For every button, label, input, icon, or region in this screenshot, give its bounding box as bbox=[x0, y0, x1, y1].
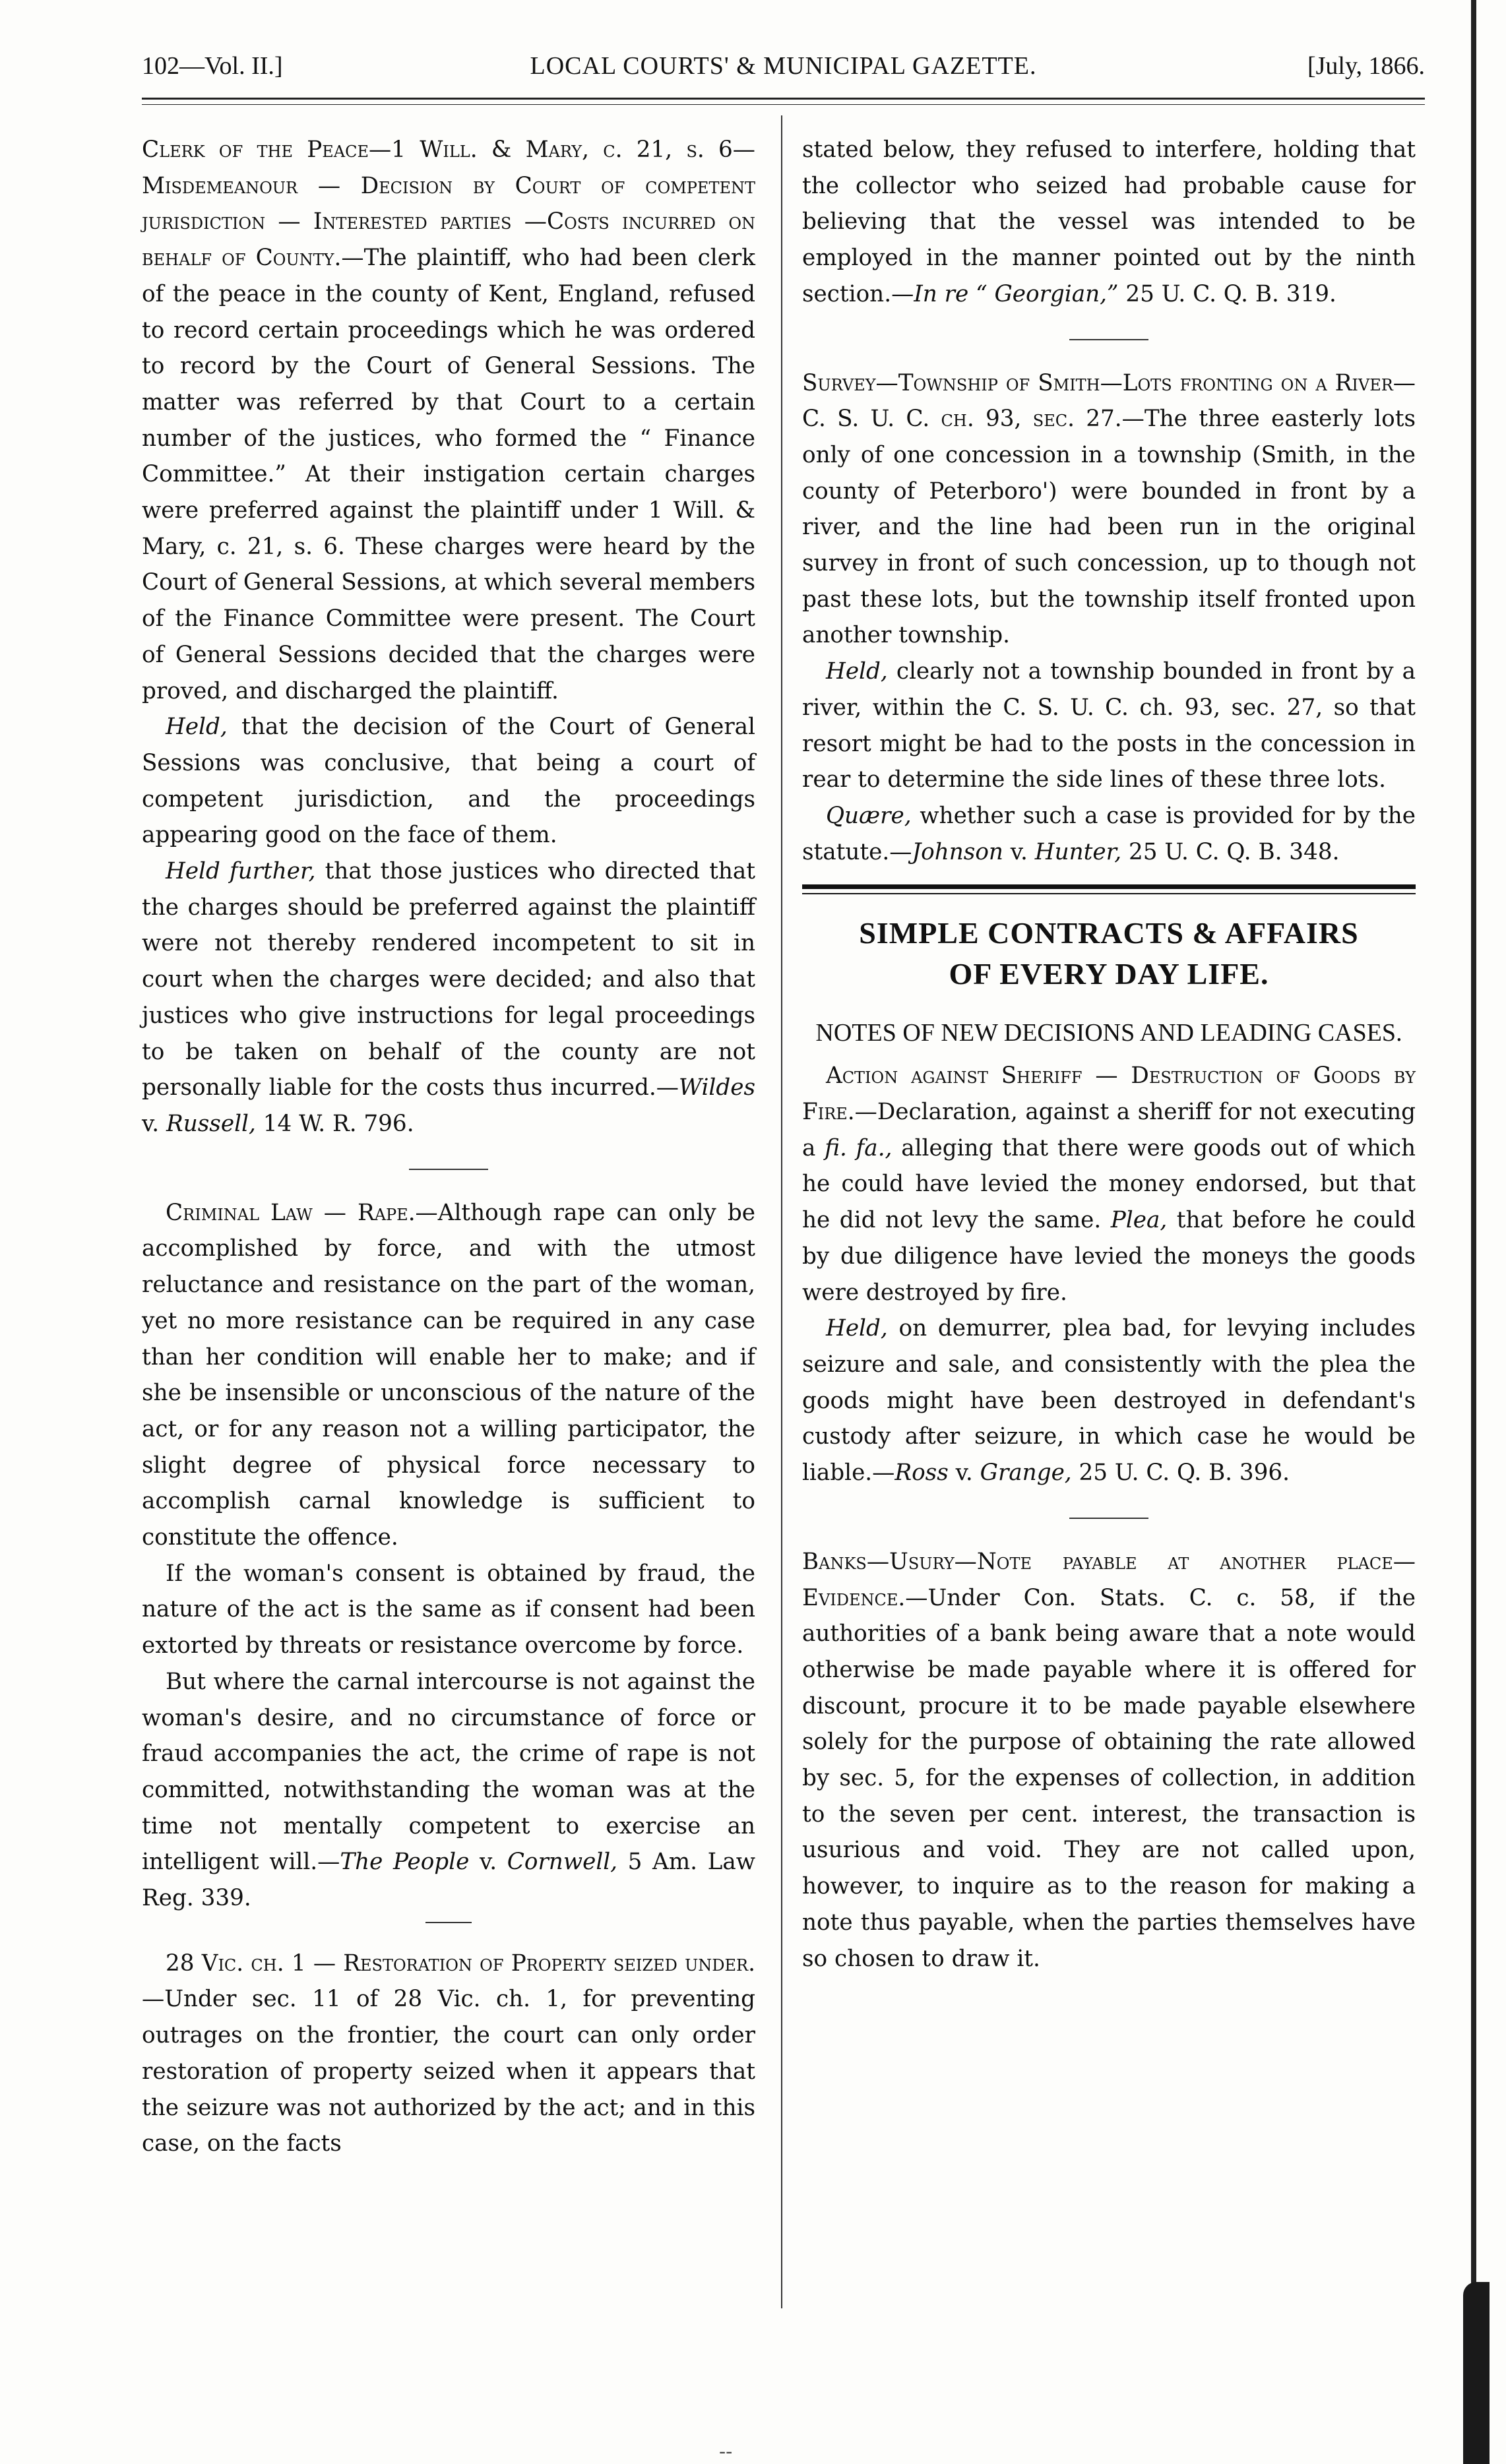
issue-date: [July, 1866. bbox=[1307, 52, 1425, 80]
case-body: Although rape can only be accomplished by force, and with the utmost reluctance and resistance on the part of the woman, yet no more resistance can be required in any case than her condition will enable her to make; and if she be insensible or unconscious of the nature of the act, or for any reason not a willing participator, the slight degree of physical force necessary to accomplish carnal knowledge is sufficient to constitute the offence. bbox=[142, 1199, 755, 1551]
case-body: The plaintiff, who had been clerk of the peace in the county of Kent, England, refused to record certain proceedings which he was ordered to record by the Court of General Sessions. The matter was referred by that Court to a certain number of the justices, who formed the “ Finance Committee.” At their instigation certain charges were preferred against the plaintiff under 1 Will. & Mary, c. 21, s. 6. These charges were heard by the Court of General Sessions, at which several members of the Finance Committee were present. The Court of General Sessions decided that the charges were proved, and discharged the plaintiff. bbox=[142, 245, 755, 704]
case-banks-usury bbox=[802, 1544, 1416, 1977]
citation-v: v. bbox=[469, 1849, 507, 1876]
held-label: Held, bbox=[166, 714, 228, 741]
citation-v: v. bbox=[948, 1460, 980, 1487]
case-restoration-property bbox=[142, 1946, 755, 2162]
held-further-text: that those justices who directed that the charges should be preferred against the plaintiff were not thereby rendered incompetent to sit in court when the charges were decided; and also that justices who give instructions for legal proceedings to be taken on behalf of the county are not personally liable for the costs thus incurred.— bbox=[142, 858, 756, 1101]
header-rule bbox=[142, 98, 1425, 100]
case-survey-township bbox=[802, 365, 1416, 654]
case-separator bbox=[409, 1169, 488, 1170]
held-further-label: Held further, bbox=[166, 858, 316, 885]
citation-party-b: Russell, bbox=[166, 1110, 256, 1137]
case-continuation bbox=[802, 132, 1416, 313]
case-body: The three easterly lots only of one concession in a township (Smith, in the county of Peterboro') were bounded in front by a river, and the line had been run in the original survey in front of such concession, up to though not past these lots, but the township itself fronted upon another township. bbox=[802, 406, 1416, 649]
case-clerk-of-peace bbox=[142, 132, 755, 709]
citation-party-a: The People bbox=[340, 1849, 470, 1876]
case-heading: Clerk of the Peace—1 Will. & Mary, c. 21, s. 6—Misdemeanour — Decision by Court of competent jurisdiction — Interested parties —Costs incurred on behalf of County.— bbox=[142, 137, 755, 272]
citation-v: v. bbox=[1003, 838, 1035, 865]
case-body: But where the carnal intercourse is not against the woman's desire, and no circumstance of force or fraud accompanies the act, the crime of rape is not committed, notwithstanding the woman was at the time not mentally competent to exercise an intelligent will.— bbox=[142, 1668, 755, 1876]
case-criminal-law bbox=[142, 1195, 755, 1556]
section-title bbox=[802, 913, 1416, 995]
case-paragraph bbox=[142, 1664, 755, 1917]
citation-party-a: Wildes bbox=[678, 1074, 755, 1101]
case-paragraph: If the woman's consent is obtained by fraud, the nature of the act is the same as if consent had been extorted by threats or resistance overcome by force. bbox=[142, 1560, 755, 1659]
citation-party-a: Ross bbox=[894, 1460, 949, 1487]
case-body: Under Con. Stats. C. c. 58, if the authorities of a bank being aware that a note would otherwise be made payable where it is offered for discount, procure it to be made payable elsewhere solely for the purpose of obtaining the rate allowed by sec. 5, for the expenses of collection, in addition to the seven per cent. interest, the transaction is usurious and void. They are not called upon, however, to inquire as to the reason for making a note thus payable, when the parties themselves have so chosen to draw it. bbox=[802, 1584, 1416, 1972]
case-body: alleging that there were goods out of which he could have levied the money endorsed, but that he did not levy the same. bbox=[802, 1134, 1416, 1234]
section-subtitle: NOTES OF NEW DECISIONS AND LEADING CASES. bbox=[815, 1019, 1402, 1047]
page-number-volume: 102—Vol. II.] bbox=[142, 52, 283, 80]
case-held bbox=[142, 709, 755, 853]
header-rule-thin bbox=[142, 104, 1425, 105]
case-heading: Action against Sheriff — Destruction of Goods by Fire.— bbox=[802, 1063, 1416, 1126]
case-heading: 28 Vic. ch. 1 — Restoration of Property seized under.— bbox=[142, 1950, 755, 2013]
held-label: Held, bbox=[826, 658, 888, 685]
held-text: on demurrer, plea bad, for levying includes seizure and sale, and consistently with the plea the goods might have been destroyed in defendant's custody after seizure, in which case he would be liable.— bbox=[802, 1315, 1416, 1487]
section-title-line: OF EVERY DAY LIFE. bbox=[949, 957, 1269, 991]
writ-abbrev: fi. fa., bbox=[825, 1134, 893, 1161]
page-edge-shadow bbox=[1471, 0, 1476, 2464]
case-body: stated below, they refused to interfere, holding that the collector who seized had probable cause for believing that the vessel was intended to be employed in the manner pointed out by the ninth section.— bbox=[802, 137, 1416, 307]
case-heading: Banks—Usury—Note payable at another place—Evidence.— bbox=[802, 1548, 1416, 1611]
held-text: clearly not a township bounded in front by a river, within the C. S. U. C. ch. 93, sec. 27, so that resort might be had to the posts in the concession in rear to determine the side lines of these three lots. bbox=[802, 658, 1416, 793]
left-column bbox=[142, 132, 755, 2162]
section-rule-thin bbox=[802, 893, 1416, 894]
quaere-label: Quære, bbox=[826, 802, 912, 829]
held-text: that the decision of the Court of General Sessions was conclusive, that being a court of competent jurisdiction, and the proceedings appearing good on the face of them. bbox=[142, 714, 755, 849]
case-quaere bbox=[802, 798, 1416, 870]
citation-reference: 25 U. C. Q. B. 319. bbox=[1118, 280, 1336, 307]
case-separator bbox=[1069, 1518, 1148, 1519]
right-column bbox=[802, 132, 1416, 1977]
case-separator bbox=[425, 1922, 472, 1923]
case-action-against-sheriff bbox=[802, 1058, 1416, 1310]
case-body: Under sec. 11 of 28 Vic. ch. 1, for preventing outrages on the frontier, the court can only order restoration of property seized when it appears that the seizure was not authorized by the act; and in this case, on the facts bbox=[142, 1986, 755, 2157]
column-divider bbox=[781, 115, 782, 2308]
publication-title: LOCAL COURTS' & MUNICIPAL GAZETTE. bbox=[530, 52, 1037, 80]
held-label: Held, bbox=[826, 1315, 888, 1342]
citation-party-a: In re “ Georgian,” bbox=[914, 280, 1119, 307]
citation-reference: 25 U. C. Q. B. 396. bbox=[1071, 1460, 1290, 1487]
case-held bbox=[802, 1310, 1416, 1491]
citation-reference: 14 W. R. 796. bbox=[255, 1110, 414, 1137]
case-heading: Criminal Law — Rape.— bbox=[166, 1199, 438, 1226]
citation-reference: 5 Am. Law Reg. 339. bbox=[142, 1849, 755, 1912]
page-edge-blot bbox=[1463, 2282, 1490, 2464]
case-separator bbox=[1069, 339, 1148, 340]
citation-party-b: Grange, bbox=[980, 1460, 1072, 1487]
plea-label: Plea, bbox=[1110, 1207, 1168, 1234]
plea-text: that before he could by due diligence have levied the moneys the goods were destroyed by fire. bbox=[802, 1207, 1416, 1306]
page-header bbox=[142, 51, 1425, 91]
citation-reference: 25 U. C. Q. B. 348. bbox=[1121, 838, 1340, 865]
citation-party-b: Cornwell, bbox=[507, 1849, 618, 1876]
section-rule-thick bbox=[802, 884, 1416, 889]
case-heading: Survey—Township of Smith—Lots fronting on a River—C. S. U. C. ch. 93, sec. 27.— bbox=[802, 369, 1416, 433]
quaere-text: whether such a case is provided for by the statute.— bbox=[802, 802, 1416, 865]
case-held-further bbox=[142, 853, 755, 1142]
citation-party-b: Hunter, bbox=[1034, 838, 1122, 865]
section-title-line: SIMPLE CONTRACTS & AFFAIRS bbox=[859, 916, 1359, 950]
citation-v: v. bbox=[142, 1110, 166, 1137]
citation-party-a: Johnson bbox=[912, 838, 1003, 865]
footer-mark: -- bbox=[719, 2440, 733, 2463]
case-body: Declaration, against a sheriff for not executing a bbox=[802, 1099, 1416, 1161]
case-held bbox=[802, 654, 1416, 798]
